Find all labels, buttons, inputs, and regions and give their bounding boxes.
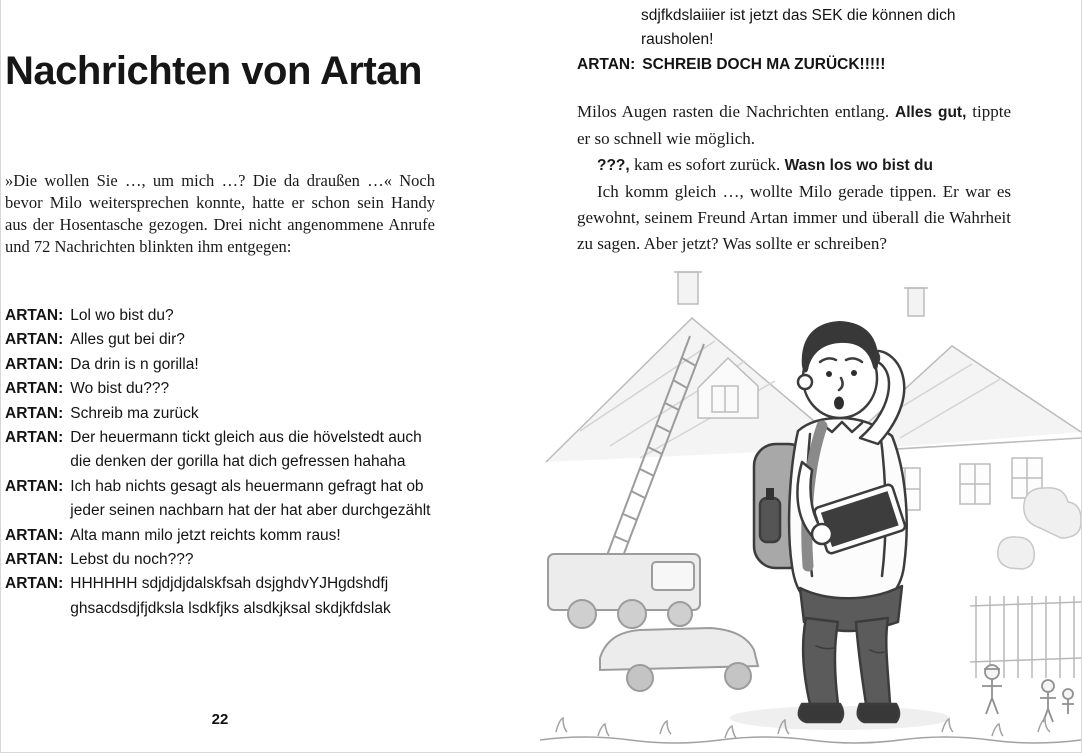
chapter-title: Nachrichten von Artan <box>5 49 422 93</box>
message-text: Lol wo bist du? <box>70 307 174 324</box>
message-sender: ARTAN: <box>5 526 64 544</box>
message-row <box>5 475 435 524</box>
message-sender: ARTAN: <box>5 429 64 447</box>
message-text: Da drin is n gorilla! <box>70 355 199 373</box>
message-row <box>5 353 435 377</box>
message-text: Ich hab nichts gesagt als heuermann gefragt hat ob jeder seinen nachbarn hat der hat aber durchgezählt <box>70 477 431 520</box>
message-list <box>5 304 435 621</box>
message-text: Wo bist du??? <box>70 380 170 398</box>
page-number: 22 <box>211 711 229 728</box>
fence <box>970 596 1081 678</box>
message-row <box>5 426 435 475</box>
message-text: sdjfkdslaiiier ist jetzt das SEK die können dich rausholen! <box>641 7 956 49</box>
eye-right <box>851 370 857 376</box>
chat-quote: ???, <box>597 157 630 175</box>
paragraph <box>577 152 1011 179</box>
message-sender: ARTAN: <box>5 355 64 373</box>
mouth <box>834 397 844 410</box>
pants-right-leg <box>856 618 890 704</box>
message-sender: ARTAN: <box>5 477 64 495</box>
message-text: HHHHHH sdjdjdjdalskfsah dsjghdvYJHgdshdfj ghsacdsdjfjdksla lsdkfjks alsdkjksal skdjkfdslak <box>70 575 391 617</box>
message-row <box>577 53 1011 77</box>
eye-left <box>826 371 832 377</box>
paragraph: Ich komm gleich …, wollte Milo gerade tippen. Er war es gewohnt, seinem Freund Artan immer und überall die Wahrheit zu sagen. Aber jetzt? Was sollte er schreiben? <box>577 182 1011 254</box>
message-sender: ARTAN: <box>5 307 64 324</box>
bottle <box>760 498 780 542</box>
message-sender: ARTAN: <box>5 331 64 349</box>
message-row <box>5 572 435 621</box>
message-sender: ARTAN: <box>5 575 64 593</box>
message-text: Schreib ma zurück <box>70 404 199 422</box>
message-sender: ARTAN: <box>5 380 64 398</box>
message-continuation-block <box>577 4 1011 77</box>
left-hand <box>812 524 832 544</box>
chat-quote: Wasn los wo bist du <box>784 157 933 175</box>
ear <box>798 375 812 389</box>
left-page <box>1 0 540 752</box>
message-row <box>5 524 435 548</box>
narrative-text: kam es sofort zurück. <box>629 155 785 175</box>
message-sender: ARTAN: <box>5 551 64 569</box>
message-text: Alles gut bei dir? <box>70 331 185 349</box>
message-row <box>5 377 435 401</box>
paragraph <box>577 99 1011 152</box>
shoe-left <box>799 704 843 722</box>
message-text: Alta mann milo jetzt reichts komm raus! <box>70 526 341 544</box>
narrative-text: Milos Augen rasten die Nachrichten entlang. <box>577 102 896 122</box>
message-row <box>5 402 435 426</box>
chat-quote: Alles gut, <box>895 104 967 122</box>
message-row <box>5 548 435 572</box>
message-text: SCHREIB DOCH MA ZURÜCK!!!!! <box>642 55 886 73</box>
message-text: Der heuermann tickt gleich aus die hövelstedt auch die denken der gorilla hat dich gefressen hahaha <box>70 429 422 471</box>
boy-milo <box>754 321 907 722</box>
message-row <box>5 304 435 328</box>
pants-left-leg <box>803 618 838 704</box>
narrative <box>577 99 1011 257</box>
message-text: Lebst du noch??? <box>70 551 194 569</box>
intro-paragraph: »Die wollen Sie …, um mich …? Die da draußen …« Noch bevor Milo weitersprechen konnte, hatte er schon sein Handy aus der Hosentasche gezogen. Drei nicht angenommene Anrufe und 72 Nachrichten blinkten ihm entgegen: <box>5 171 435 256</box>
illustration-boy-with-phone <box>540 266 1081 746</box>
narrative-text: tippte er so schnell wie möglich. <box>577 102 1011 149</box>
message-continuation <box>577 4 1011 53</box>
message-sender: ARTAN: <box>577 55 636 73</box>
message-sender: ARTAN: <box>5 404 64 422</box>
shoe-right <box>858 704 899 722</box>
right-page <box>540 0 1081 752</box>
message-row <box>5 328 435 352</box>
